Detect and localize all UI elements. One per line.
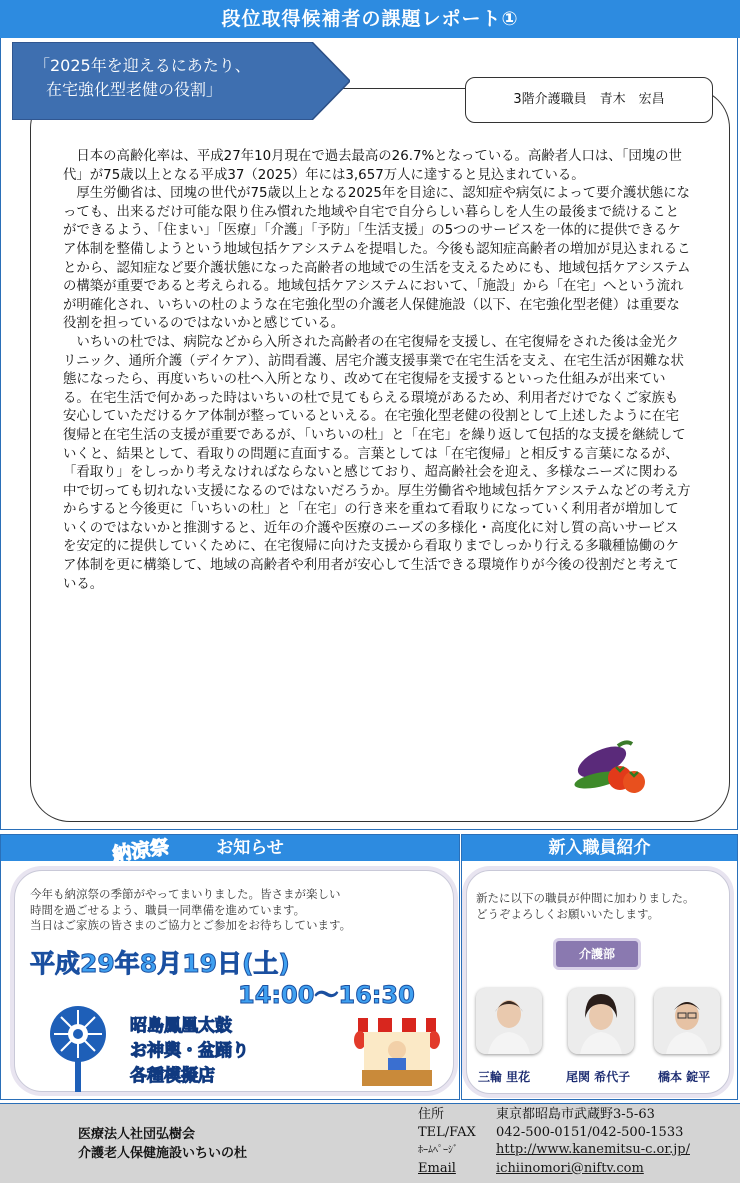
address-value: 東京都昭島市武蔵野3-5-63: [496, 1107, 655, 1122]
org-name: 医療法人社団弘樹会: [78, 1127, 196, 1142]
address-label: 住所: [418, 1107, 445, 1122]
author-name: 3階介護職員 青木 宏昌: [513, 92, 665, 107]
news-text-line: 今年も納涼祭の季節がやってまいりました。皆さまが楽しい: [30, 887, 341, 901]
facility-name: 介護老人保健施設いちいの杜: [78, 1146, 248, 1161]
article-paragraph: いちいの杜では、病院などから入所された高齢者の在宅復帰を支援し、在宅復帰をされた後は金光クリニック、通所介護（デイケア）、訪問看護、居宅介護支援事業で在宅生活を支え、在宅生活が困難な状態になったら、再度いちいの杜へ入所となり、改めて在宅復帰を支援するといった仕組みが出来ている。在宅生活で何かあった時はいちいの杜で見てもらえる環境があるため、利用者だけでなくご家族も安心していただけるケア体制が整っているといえる。在宅強化型老健の役割として上述したように在宅復帰と在宅生活の支援が重要であるが、「いちいの杜」と「在宅」を繰り返して包括的な支援を継続していくと、結果として、看取りの問題に直面する。言葉としては「在宅復帰」と相反する言葉になるが、「看取り」をしっかり考えなければならないと感じており、超高齢社会を迎え、多様なニーズに関わる中で切っても切れない支援になるのではないだろうか。厚生労働省や地域包括ケアシステムなどの考え方からすると今後更に「いちいの杜」と「在宅」の行き来を重ねて看取りになっていく利用者が増加していくのではないかと推測すると、近年の介護や医療のニーズの多様化・高度化に対し質の高いサービスを安定的に提供していくために、在宅復帰に向けた支援から看取りまでしっかり行える多職種協働のケア体制を更に構築して、地域の高齢者や利用者が安心して生活できる環境作りが今後の役割だと考えている。: [63, 334, 691, 592]
tel-value: 042-500-0151/042-500-1533: [496, 1124, 684, 1140]
event-date: 平成29年8月19日(土): [30, 949, 290, 978]
event-item: お神輿・盆踊り: [130, 1041, 249, 1061]
event-item: 各種模擬店: [130, 1066, 215, 1086]
website-link[interactable]: http://www.kanemitsu-c.or.jp/: [496, 1142, 690, 1157]
event-item: 昭島鳳凰太鼓: [130, 1016, 232, 1036]
email-label: Email: [418, 1160, 456, 1176]
staff-text: [476, 891, 726, 922]
staff-name: 尾関 希代子: [566, 1070, 631, 1084]
news-heading: お知らせ: [216, 838, 284, 858]
article-paragraph: 厚生労働省は、団塊の世代が75歳以上となる2025年を目途に、認知症や病気によって要介護状態になっても、出来るだけ可能な限り住み慣れた地域や自宅で自分らしい暮らしを人生の最後まで続けることができるよう、「住まい」「医療」「介護」「予防」「生活支援」の5つのサービスを一体的に提供できるケア体制を整備しようという地域包括ケアシステムを提唱した。今後も認知症高齢者の増加が見込まれることから、認知症など要介護状態になった高齢者の地域での生活を支えるためにも、地域包括ケアシステムの構築が重要であると考えられる。地域包括ケアシステムにおいて、「施設」から「在宅」へという流れが明確化され、いちいの杜のような在宅強化型の介護老人保健施設（以下、在宅強化型老健）は重要な役割を担っているのではないかと感じている。: [63, 186, 691, 332]
staff-text-line: 新たに以下の職員が仲間に加わりました。: [476, 891, 695, 905]
author-box: [465, 77, 713, 123]
article-paragraph: 日本の高齢化率は、平成27年10月現在で過去最高の26.7%となっている。高齢者人口は、「団塊の世代」が75歳以上となる平成37（2025）年には3,657万人に達すると見込まれている。: [63, 149, 682, 183]
news-text-line: 時間を過ごせるよう、職員一同準備を進めています。: [30, 902, 306, 917]
staff-photo: [476, 988, 542, 1054]
staff-header: [462, 835, 737, 861]
staff-photo: [654, 988, 720, 1054]
uchiwa-fan-illustration: [46, 1004, 110, 1094]
department-badge: 介護部: [556, 941, 638, 967]
event-badge: 納涼祭: [110, 836, 171, 866]
report-header: [0, 0, 740, 38]
staff-photo: [568, 988, 634, 1054]
staff-text-line: どうぞよろしくお願いいたします。: [476, 906, 660, 921]
email-link[interactable]: ichiinomori@niftv.com: [496, 1160, 644, 1176]
news-text: [30, 887, 440, 934]
event-time: 14:00〜16:30: [238, 981, 415, 1009]
vegetables-illustration: [572, 732, 654, 798]
tel-label: TEL/FAX: [418, 1124, 476, 1140]
festival-stall-illustration: [352, 1010, 442, 1090]
web-label: ﾎｰﾑﾍﾟｰｼﾞ: [418, 1145, 458, 1156]
staff-name: 三輪 里花: [478, 1070, 531, 1084]
article-title: [12, 42, 350, 120]
news-header: [1, 835, 459, 861]
article-title-line1: 「2025年を迎えるにあたり、: [34, 56, 251, 75]
report-title: 段位取得候補者の課題レポート①: [221, 8, 519, 30]
article-body: [63, 148, 691, 594]
staff-heading: 新入職員紹介: [548, 838, 651, 858]
footer-organization: [78, 1125, 247, 1163]
news-text-line: 当日はご家族の皆さまのご協力とご参加をお待ちしています。: [30, 918, 352, 932]
event-list: [130, 1014, 249, 1089]
staff-name: 橋本 錠平: [658, 1070, 711, 1084]
article-title-line2: 在宅強化型老健の役割」: [46, 80, 223, 99]
footer-contact: [418, 1106, 690, 1177]
